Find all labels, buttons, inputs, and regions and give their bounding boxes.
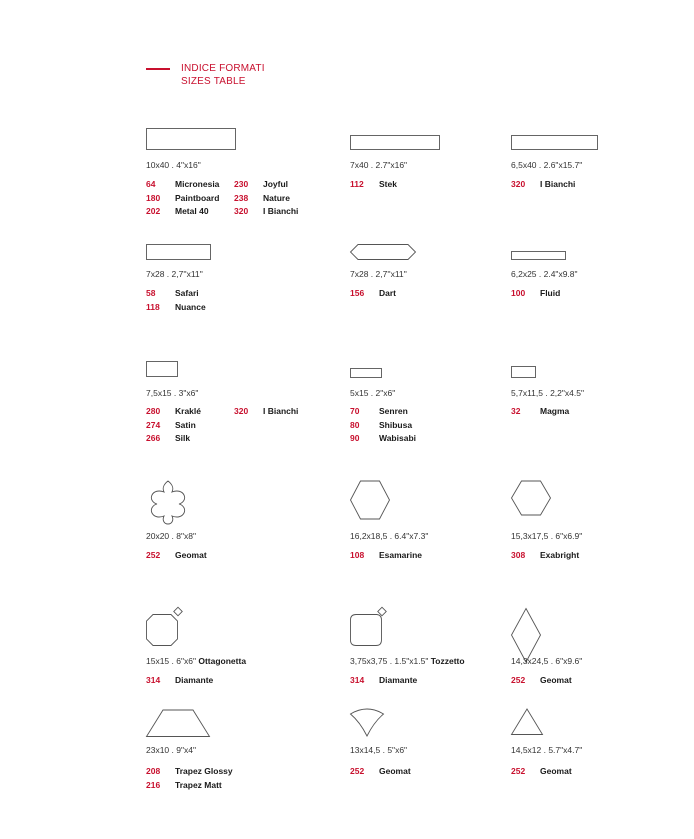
product-row <box>511 549 579 563</box>
product-list <box>146 765 233 792</box>
product-name: Senren <box>379 406 408 416</box>
product-list <box>350 405 416 446</box>
product-list <box>146 287 206 314</box>
product-row <box>350 549 422 563</box>
product-list <box>146 178 219 219</box>
rect-5-7x11-5-shape-icon <box>511 361 536 373</box>
hexagon-shape-icon <box>350 480 390 520</box>
format-size <box>350 531 428 541</box>
product-row <box>146 765 233 779</box>
product-row <box>350 178 397 192</box>
product-list <box>350 178 397 192</box>
product-page-number: 156 <box>350 288 365 298</box>
product-page-number: 266 <box>146 433 161 443</box>
format-size-text: 13x14,5 . 5"x6" <box>350 745 408 755</box>
format-size-text: 6,5x40 . 2.6"x15.7" <box>511 160 583 170</box>
hexagon-shape-icon <box>511 480 551 516</box>
format-size <box>350 388 395 398</box>
octagon-with-dot-shape-icon <box>146 608 186 648</box>
page-title: INDICE FORMATI <box>181 63 265 74</box>
fan-scale-shape-icon <box>350 708 384 738</box>
product-name: Geomat <box>175 550 207 560</box>
rect-6-2x25-shape-icon <box>511 244 566 254</box>
product-list <box>350 674 417 688</box>
trapezoid-shape-icon <box>146 708 210 738</box>
product-name: Joyful <box>263 179 289 189</box>
product-list <box>511 178 575 192</box>
product-page-number: 100 <box>511 288 526 298</box>
product-list <box>146 405 201 446</box>
product-row <box>234 205 298 219</box>
product-name: Exabright <box>540 550 580 560</box>
product-list <box>234 405 298 419</box>
product-row <box>146 178 219 192</box>
product-name: Esamarine <box>379 550 422 560</box>
product-name: Stek <box>379 179 397 189</box>
product-page-number: 64 <box>146 179 156 189</box>
rect-10x40-shape-icon <box>146 128 236 150</box>
format-size <box>350 160 407 170</box>
product-list <box>511 674 572 688</box>
product-page-number: 180 <box>146 192 161 203</box>
product-name: Geomat <box>540 675 572 685</box>
format-size-text: 16,2x18,5 . 6.4"x7.3" <box>350 531 429 541</box>
product-row <box>234 178 298 192</box>
rect-7-5x15-shape-icon <box>146 361 178 377</box>
product-row <box>146 674 213 688</box>
product-row <box>511 765 572 779</box>
format-size-text: 15x15 . 6"x6" <box>146 656 196 666</box>
product-row <box>234 192 298 206</box>
format-size-text: 5,7x11,5 . 2,2"x4.5" <box>511 388 584 398</box>
product-name: Micronesia <box>175 179 220 189</box>
product-page-number: 112 <box>350 179 364 189</box>
product-name: Trapez Matt <box>175 779 222 790</box>
product-page-number: 118 <box>146 301 160 312</box>
product-name: I Bianchi <box>540 179 576 189</box>
product-row <box>146 405 201 419</box>
product-row <box>146 287 206 301</box>
format-size <box>350 656 465 666</box>
format-size <box>146 531 196 541</box>
product-row <box>350 674 417 688</box>
product-name: Nature <box>263 192 290 203</box>
product-list <box>350 287 396 301</box>
product-name: Trapez Glossy <box>175 766 233 776</box>
format-size-text: 14,3x24,5 . 6"x9.6" <box>511 656 583 666</box>
product-row <box>350 405 416 419</box>
product-row <box>350 765 411 779</box>
format-size <box>511 388 584 398</box>
product-row <box>146 779 233 793</box>
format-size <box>146 745 196 755</box>
format-size <box>511 531 582 541</box>
product-name: Geomat <box>379 766 411 776</box>
product-page-number: 320 <box>234 406 249 416</box>
format-name: Ottagonetta <box>198 656 247 666</box>
product-list <box>234 178 298 219</box>
format-size-text: 23x10 . 9"x4" <box>146 745 196 755</box>
product-page-number: 308 <box>511 550 526 560</box>
product-name: I Bianchi <box>263 406 299 416</box>
format-name: Tozzetto <box>430 656 465 666</box>
product-list <box>511 405 569 419</box>
format-size <box>511 745 582 755</box>
product-name: Diamante <box>379 675 418 685</box>
format-size <box>511 269 578 279</box>
product-page-number: 202 <box>146 206 161 216</box>
triangle-shape-icon <box>511 708 543 736</box>
product-name: Paintboard <box>175 192 220 203</box>
product-page-number: 252 <box>146 550 161 560</box>
product-list <box>511 287 560 301</box>
product-row <box>146 205 219 219</box>
product-page-number: 108 <box>350 550 365 560</box>
product-page-number: 80 <box>350 419 360 430</box>
product-page-number: 280 <box>146 406 161 416</box>
diamond-shape-icon <box>511 608 541 663</box>
format-size <box>350 745 407 755</box>
product-name: Satin <box>175 419 196 430</box>
product-page-number: 58 <box>146 288 156 298</box>
product-page-number: 314 <box>350 675 365 685</box>
format-size-text: 10x40 . 4"x16" <box>146 160 201 170</box>
product-page-number: 70 <box>350 406 360 416</box>
rect-6-5x40-shape-icon <box>511 128 598 143</box>
product-list <box>146 549 207 563</box>
format-size-text: 14,5x12 . 5.7"x4.7" <box>511 745 583 755</box>
product-page-number: 90 <box>350 433 360 443</box>
product-row <box>350 419 416 433</box>
format-size-text: 3,75x3,75 . 1.5"x1.5" <box>350 656 429 666</box>
product-list <box>350 549 422 563</box>
format-size <box>146 160 201 170</box>
product-row <box>146 192 219 206</box>
format-size-text: 20x20 . 8"x8" <box>146 531 196 541</box>
format-size-text: 7,5x15 . 3"x6" <box>146 388 199 398</box>
product-page-number: 238 <box>234 192 249 203</box>
product-list <box>146 674 213 688</box>
product-name: Diamante <box>175 675 214 685</box>
rect-7x40-shape-icon <box>350 128 440 143</box>
header-accent-line <box>146 68 170 70</box>
format-size <box>511 160 582 170</box>
product-name: Fluid <box>540 288 561 298</box>
product-page-number: 208 <box>146 766 161 776</box>
product-page-number: 314 <box>146 675 161 685</box>
format-size-text: 7x28 . 2,7''x11'' <box>350 269 407 279</box>
product-row <box>511 674 572 688</box>
product-name: Wabisabi <box>379 433 416 443</box>
format-size <box>146 656 246 666</box>
product-page-number: 32 <box>511 406 521 416</box>
product-page-number: 274 <box>146 419 161 430</box>
product-page-number: 252 <box>350 766 365 776</box>
product-name: Geomat <box>540 766 572 776</box>
format-size <box>146 388 198 398</box>
product-row <box>146 432 201 446</box>
format-size-text: 15,3x17,5 . 6"x6.9" <box>511 531 583 541</box>
format-size-text: 7x40 . 2.7"x16" <box>350 160 408 170</box>
product-row <box>146 549 207 563</box>
product-page-number: 216 <box>146 779 161 790</box>
product-page-number: 320 <box>234 206 249 216</box>
rect-7x28-shape-icon <box>146 244 211 260</box>
product-page-number: 252 <box>511 766 526 776</box>
format-size-text: 5x15 . 2"x6" <box>350 388 396 398</box>
product-list <box>350 765 411 779</box>
product-row <box>146 419 201 433</box>
product-name: Metal 40 <box>175 206 209 216</box>
page-subtitle: SIZES TABLE <box>181 76 246 87</box>
product-name: Dart <box>379 288 397 298</box>
product-page-number: 320 <box>511 179 526 189</box>
product-row <box>350 287 396 301</box>
product-page-number: 252 <box>511 675 526 685</box>
product-row <box>350 432 416 446</box>
product-name: Silk <box>175 433 191 443</box>
rect-5x15-shape-icon <box>350 361 382 371</box>
product-row <box>234 405 298 419</box>
product-row <box>146 301 206 315</box>
product-row <box>511 405 569 419</box>
format-size <box>350 269 407 279</box>
format-size <box>146 269 203 279</box>
octagon-concave-with-dot-shape-icon <box>350 608 390 648</box>
product-name: Nuance <box>175 301 206 312</box>
format-size-text: 6,2x25 . 2.4"x9.8" <box>511 269 578 279</box>
product-name: Safari <box>175 288 199 298</box>
product-page-number: 230 <box>234 179 249 189</box>
product-list <box>511 549 579 563</box>
product-name: I Bianchi <box>263 206 299 216</box>
format-size-text: 7x28 . 2,7''x11'' <box>146 269 203 279</box>
product-name: Kraklé <box>175 406 201 416</box>
product-name: Shibusa <box>379 419 413 430</box>
format-size <box>511 656 582 666</box>
product-list <box>511 765 572 779</box>
hexagon-long-shape-icon <box>350 244 416 260</box>
product-row <box>511 178 575 192</box>
six-point-star-shape-icon <box>146 480 190 524</box>
product-row <box>511 287 560 301</box>
product-name: Magma <box>540 406 570 416</box>
